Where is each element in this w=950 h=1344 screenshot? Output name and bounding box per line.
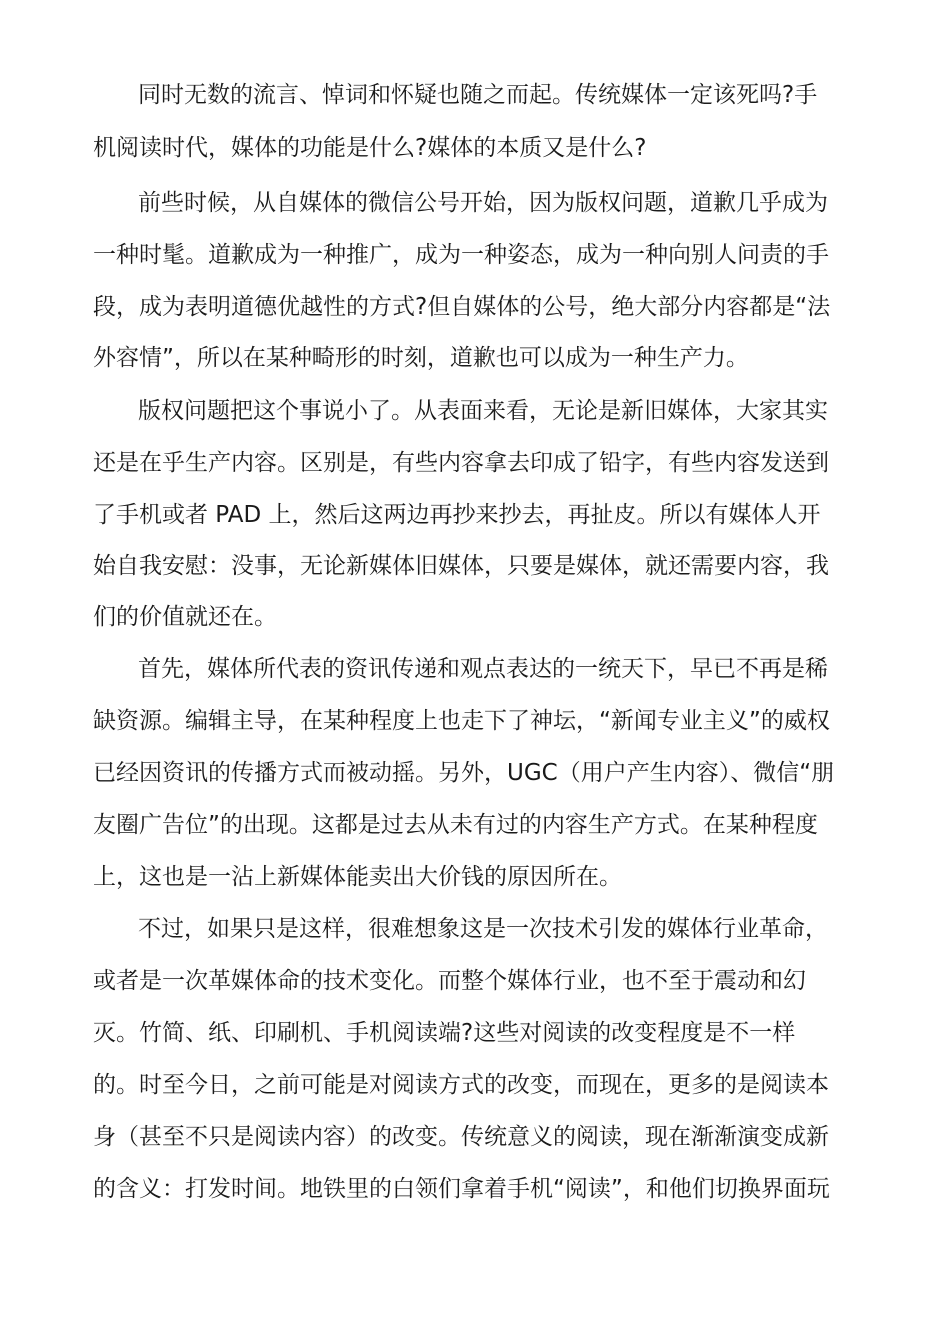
text-line: 身（甚至不只是阅读内容）的改变。传统意义的阅读，现在渐渐演变成新 [93, 1124, 829, 1150]
text-line: 或者是一次革媒体命的技术变化。而整个媒体行业，也不至于震动和幻 [93, 968, 806, 994]
text-line: 缺资源。编辑主导，在某种程度上也走下了神坛，“新闻专业主义”的威权 [93, 708, 830, 734]
text-line: 的。时至今日，之前可能是对阅读方式的改变，而现在，更多的是阅读本 [93, 1072, 829, 1098]
text-line: 上，这也是一沾上新媒体能卖出大价钱的原因所在。 [93, 864, 622, 890]
text-line: 同时无数的流言、悼词和怀疑也随之而起。传统媒体一定该死吗?手 [138, 82, 818, 108]
text-line: 还是在乎生产内容。区别是，有些内容拿去印成了铅字，有些内容发送到 [93, 450, 829, 476]
text-line: 外容情”，所以在某种畸形的时刻，道歉也可以成为一种生产力。 [93, 345, 749, 371]
text-line: 灭。竹简、纸、印刷机、手机阅读端?这些对阅读的改变程度是不一样 [93, 1020, 796, 1046]
text-line: 的含义：打发时间。地铁里的白领们拿着手机“阅读”，和他们切换界面玩 [93, 1176, 830, 1202]
text-line: 首先，媒体所代表的资讯传递和观点表达的一统天下，早已不再是稀 [138, 656, 828, 682]
text-line: 一种时髦。道歉成为一种推广，成为一种姿态，成为一种向别人问责的手 [93, 242, 829, 268]
text-line: 友圈广告位”的出现。这都是过去从未有过的内容生产方式。在某种程度 [93, 812, 818, 838]
text-line: 不过，如果只是这样，很难想象这是一次技术引发的媒体行业革命， [138, 916, 828, 942]
text-line: 始自我安慰：没事，无论新媒体旧媒体，只要是媒体，就还需要内容，我 [93, 553, 829, 579]
text-line: 了手机或者 PAD 上，然后这两边再抄来抄去，再扯皮。所以有媒体人开 [93, 502, 821, 528]
text-line: 们的价值就还在。 [93, 604, 277, 630]
text-line: 已经因资讯的传播方式而被动摇。另外，UGC（用户产生内容）、微信“朋 [93, 760, 835, 786]
text-line: 机阅读时代，媒体的功能是什么?媒体的本质又是什么? [93, 135, 647, 161]
text-line: 版权问题把这个事说小了。从表面来看，无论是新旧媒体，大家其实 [138, 398, 828, 424]
text-line: 前些时候，从自媒体的微信公号开始，因为版权问题，道歉几乎成为 [138, 190, 828, 216]
text-line: 段，成为表明道德优越性的方式?但自媒体的公号，绝大部分内容都是“法 [93, 294, 831, 320]
